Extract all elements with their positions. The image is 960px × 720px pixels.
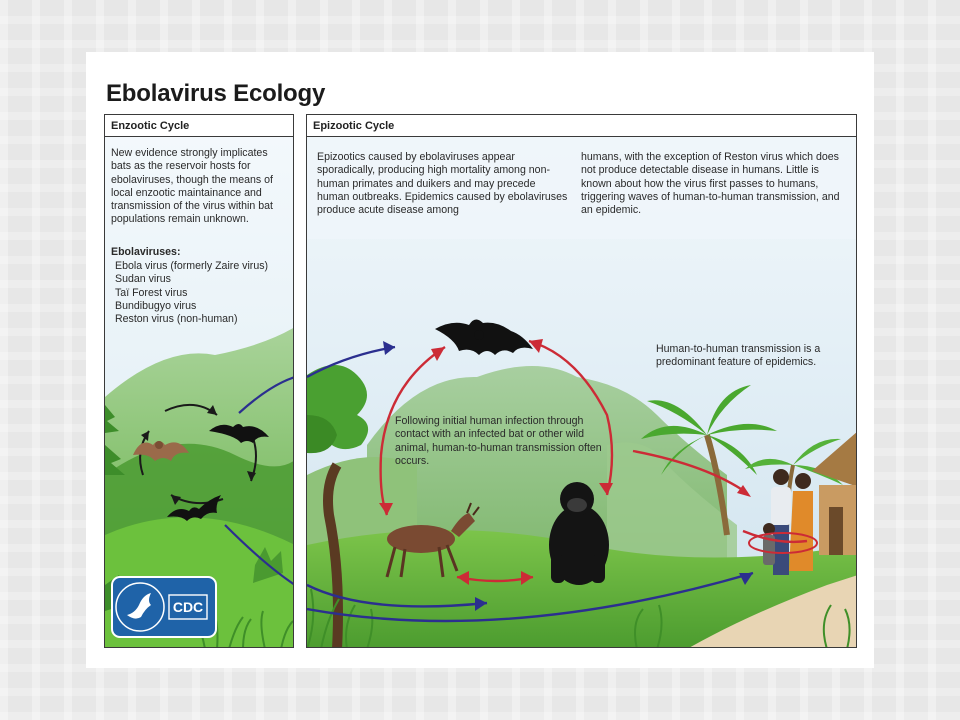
epizootic-panel — [306, 114, 857, 648]
enzootic-panel — [104, 114, 294, 648]
human-to-human-note: Human-to-human transmission is a predominant feature of epidemics. — [656, 343, 821, 369]
list-item: Ebola virus (formerly Zaire virus) — [115, 260, 269, 272]
epizootic-text-column-2: humans, with the exception of Reston virus which does not produce detectable disease in humans. Little is known about how the virus first passes to humans, triggering waves of human-to-human transmission, and an epidemic. — [581, 151, 840, 217]
page-title: Ebolavirus Ecology — [106, 80, 326, 107]
cdc-logo-text: CDC — [172, 599, 204, 615]
initial-infection-note: Following initial human infection through contact with an infected bat or other wild animal, human-to-human transmission often occurs. — [395, 415, 602, 467]
enzootic-description: New evidence strongly implicates bats as the reservoir hosts for ebolaviruses, though the means of local enzootic maintainance and transmission of the virus within bat populations remain unknown. — [111, 147, 273, 226]
list-item: Reston virus (non-human) — [115, 313, 238, 326]
infographic-card — [86, 52, 874, 668]
list-item: Taï Forest virus — [115, 286, 188, 299]
epizootic-text-column-1: Epizootics caused by ebolaviruses appear sporadically, producing high mortality among non-human primates and duikers and may precede human outbreaks. Epidemics caused by ebolaviruses produce acute disease among — [317, 151, 568, 217]
epizootic-heading: Epizootic Cycle — [307, 115, 856, 137]
list-item: Sudan virus — [115, 273, 171, 286]
enzootic-heading: Enzootic Cycle — [105, 115, 293, 137]
ebolaviruses-list — [115, 260, 268, 326]
list-item: Bundibugyo virus — [115, 299, 197, 312]
ebolaviruses-heading: Ebolaviruses: — [111, 246, 181, 258]
